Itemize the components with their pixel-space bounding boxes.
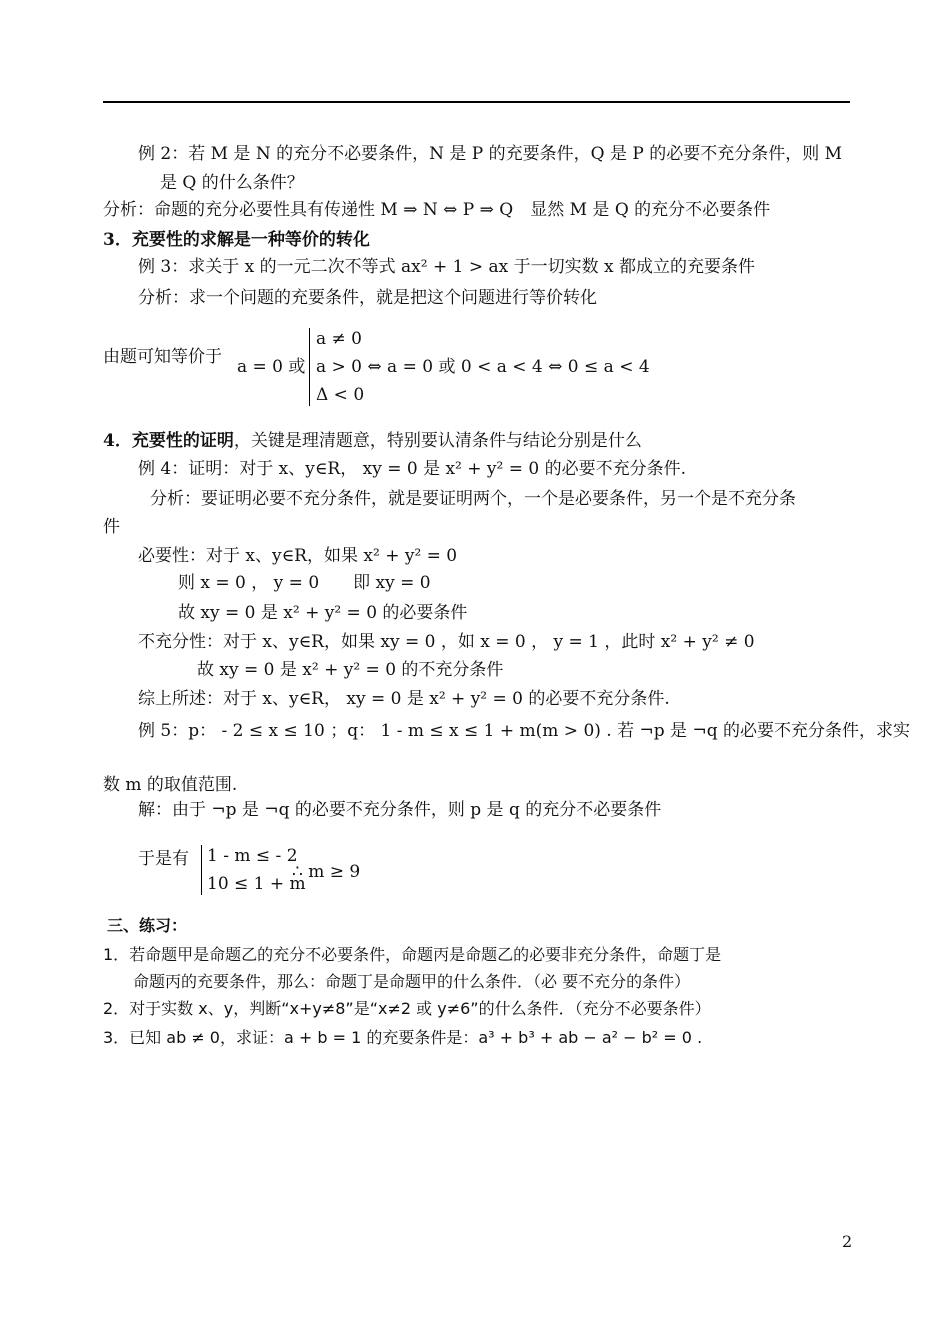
section-3-heading: 3．充要性的求解是一种等价的转化: [103, 230, 370, 250]
analysis-3: 分析：求一个问题的充要条件，就是把这个问题进行等价转化: [138, 288, 597, 308]
equiv-row-2: a > 0 ⇔ a = 0 或 0 < a < 4 ⇔ 0 ≤ a < 4: [316, 357, 650, 377]
insufficiency-line-2: 故 xy = 0 是 x² + y² = 0 的不充分条件: [197, 660, 504, 680]
analysis-4-line-2: 件: [103, 517, 120, 537]
system-row-2: 10 ≤ 1 + m: [207, 874, 306, 894]
page-number: 2: [842, 1232, 853, 1251]
system-brace: [201, 845, 202, 895]
example-3: 例 3：求关于 x 的一元二次不等式 ax² + 1 > ax 于一切实数 x 都成立的充要条件: [138, 257, 755, 277]
analysis-1: 分析：命题的充分必要性具有传递性 M ⇒ N ⇔ P ⇒ Q 显然 M 是 Q 的充分不必要条件: [103, 200, 771, 220]
equiv-a-zero: a = 0 或: [237, 357, 306, 377]
necessity-line-3: 故 xy = 0 是 x² + y² = 0 的必要条件: [178, 603, 468, 623]
equiv-row-1: a ≠ 0: [316, 329, 363, 349]
system-row-1: 1 - m ≤ - 2: [207, 846, 298, 866]
analysis-4-line-1: 分析：要证明必要不充分条件，就是要证明两个，一个是必要条件，另一个是不充分条: [150, 489, 796, 509]
section-4-text: ，关键是理清题意，特别要认清条件与结论分别是什么: [233, 431, 642, 451]
practice-q1-line-2: 命题丙的充要条件，那么：命题丁是命题甲的什么条件．（必 要不充分的条件）: [133, 972, 691, 991]
header-rule: [103, 101, 850, 103]
equiv-prefix: 由题可知等价于: [103, 347, 222, 367]
solution: 解：由于 ¬p 是 ¬q 的必要不充分条件，则 p 是 q 的充分不必要条件: [138, 800, 662, 820]
practice-q1-line-1: 1．若命题甲是命题乙的充分不必要条件，命题丙是命题乙的必要非充分条件，命题丁是: [103, 945, 722, 964]
example-4: 例 4：证明：对于 x、y∈R， xy = 0 是 x² + y² = 0 的必要不充分条件.: [138, 459, 687, 479]
necessity-line-2: 则 x = 0 ， y = 0 即 xy = 0: [178, 573, 431, 593]
example-5-line-1: 例 5：p： - 2 ≤ x ≤ 10 ；q： 1 - m ≤ x ≤ 1 + m(m > 0) . 若 ¬p 是 ¬q 的必要不充分条件，求实: [138, 721, 910, 741]
summary: 综上所述：对于 x、y∈R， xy = 0 是 x² + y² = 0 的必要不充分条件.: [138, 689, 670, 709]
equiv-row-3: Δ < 0: [316, 385, 365, 405]
necessity-line-1: 必要性：对于 x、y∈R，如果 x² + y² = 0: [138, 546, 458, 566]
system-result: ∴ m ≥ 9: [292, 862, 361, 882]
practice-q3: 3．已知 ab ≠ 0，求证：a + b = 1 的充要条件是：a³ + b³ + ab − a² − b² = 0 .: [103, 1028, 703, 1047]
equiv-brace: [309, 328, 310, 406]
section-4-title: 4．充要性的证明: [103, 431, 234, 451]
example-5-line-2: 数 m 的取值范围.: [103, 775, 238, 795]
insufficiency-line-1: 不充分性：对于 x、y∈R，如果 xy = 0 ，如 x = 0 ， y = 1 ，此时 x² + y² ≠ 0: [138, 632, 755, 652]
practice-heading: 三、练习：: [107, 916, 188, 935]
example-2-line-2: 是 Q 的什么条件？: [160, 173, 304, 193]
example-2-line-1: 例 2：若 M 是 N 的充分不必要条件，N 是 P 的充要条件，Q 是 P 的必要不充分条件，则 M: [138, 144, 843, 164]
practice-q2: 2．对于实数 x、y，判断“x+y≠8”是“x≠2 或 y≠6”的什么条件．（充分不必要条件）: [103, 999, 711, 1018]
section-4-heading: [103, 430, 642, 452]
system-prefix: 于是有: [138, 849, 189, 869]
